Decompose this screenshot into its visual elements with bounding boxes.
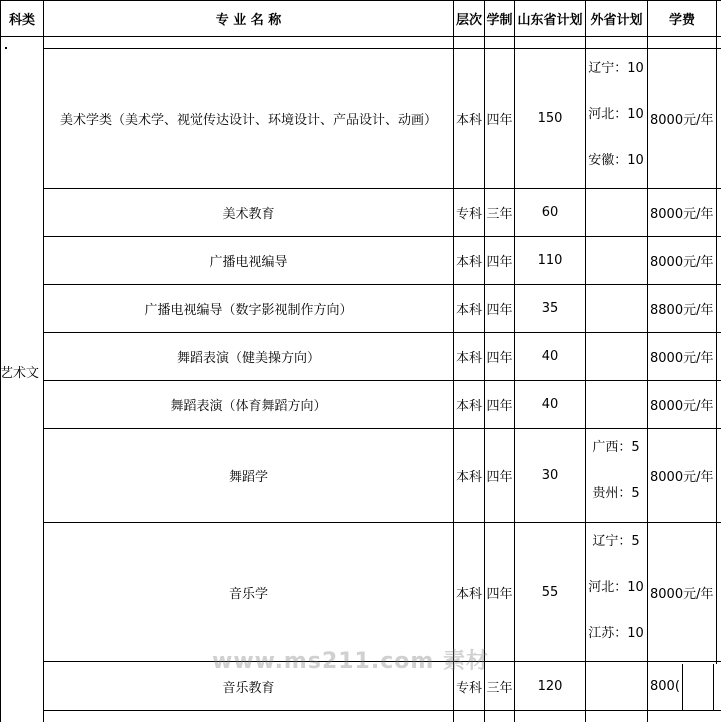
row-duration: 四年: [486, 586, 513, 602]
row-level: 本科: [455, 586, 482, 602]
row-fee: 8000元/年: [650, 470, 714, 485]
row-other-plan: 安徽：10: [588, 153, 644, 168]
row-shandong-plan: 30: [541, 468, 559, 483]
row-major: 舞蹈表演（体育舞蹈方向）: [170, 399, 327, 414]
row-fee: 8000元/年: [650, 113, 714, 128]
row-major: 舞蹈学: [228, 470, 268, 485]
grid-line: [713, 664, 714, 710]
row-major: 广播电视编导（数字影视制作方向）: [144, 303, 353, 318]
row-other-plan: 贵州：5: [592, 486, 640, 501]
row-level: 本科: [455, 255, 482, 270]
row-shandong-plan: 35: [541, 301, 559, 316]
grid-line: [0, 36, 721, 37]
row-duration: 四年: [486, 399, 513, 414]
row-fee: 8000元/年: [650, 351, 714, 366]
marker-dot: [5, 47, 7, 49]
row-duration: 四年: [486, 351, 513, 366]
grid-line: [0, 0, 1, 722]
row-major: 舞蹈表演（健美操方向）: [176, 351, 320, 366]
watermark: www.ms211.com 素材: [212, 649, 489, 674]
row-shandong-plan: 120: [537, 678, 563, 694]
row-other-plan: 河北：10: [588, 107, 644, 122]
row-fee: 8000元/年: [650, 255, 714, 270]
row-fee: 8000元/年: [650, 586, 714, 602]
row-other-plan: 辽宁：5: [592, 534, 640, 549]
row-duration: 四年: [486, 255, 513, 270]
row-major: 美术学类（美术学、视觉传达设计、环境设计、产品设计、动画）: [59, 113, 437, 128]
row-duration: 三年: [486, 207, 513, 222]
row-fee: 800(: [650, 678, 680, 694]
row-level: 本科: [455, 351, 482, 366]
row-shandong-plan: 60: [541, 205, 559, 220]
row-major: 音乐教育: [222, 680, 275, 696]
header-other-plan: 外省计划: [590, 12, 643, 28]
row-fee: 8000元/年: [650, 207, 714, 222]
header-duration: 学制: [486, 12, 513, 28]
kelei-cell: 艺术文: [0, 366, 40, 381]
row-shandong-plan: 150: [537, 111, 563, 126]
header-kelei: 科类: [8, 12, 35, 28]
row-level: 专科: [455, 680, 482, 696]
row-level: 本科: [455, 470, 482, 485]
row-other-plan: 江苏：10: [588, 626, 644, 641]
header-shandong-plan: 山东省计划: [517, 12, 583, 28]
row-level: 本科: [455, 303, 482, 318]
row-major: 音乐学: [228, 586, 268, 602]
row-major: 美术教育: [222, 207, 275, 222]
row-other-plan: 河北：10: [588, 580, 644, 595]
row-level: 本科: [455, 113, 482, 128]
row-shandong-plan: 55: [541, 584, 559, 600]
row-shandong-plan: 40: [541, 349, 559, 364]
row-other-plan: 辽宁：10: [588, 61, 644, 76]
row-duration: 四年: [486, 113, 513, 128]
row-duration: 四年: [486, 470, 513, 485]
row-duration: 三年: [486, 680, 513, 696]
row-fee: 8800元/年: [650, 303, 714, 318]
row-other-plan: 广西：5: [592, 440, 640, 455]
header-level: 层次: [455, 12, 482, 28]
header-fee: 学费: [668, 12, 695, 28]
grid-line: [43, 710, 721, 711]
row-major: 广播电视编导: [209, 255, 288, 270]
row-shandong-plan: 110: [537, 253, 563, 268]
row-fee: 8000元/年: [650, 399, 714, 414]
row-duration: 四年: [486, 303, 513, 318]
row-level: 本科: [455, 399, 482, 414]
row-level: 专科: [455, 207, 482, 222]
row-shandong-plan: 40: [541, 397, 559, 412]
header-major: 专 业 名 称: [215, 12, 282, 28]
